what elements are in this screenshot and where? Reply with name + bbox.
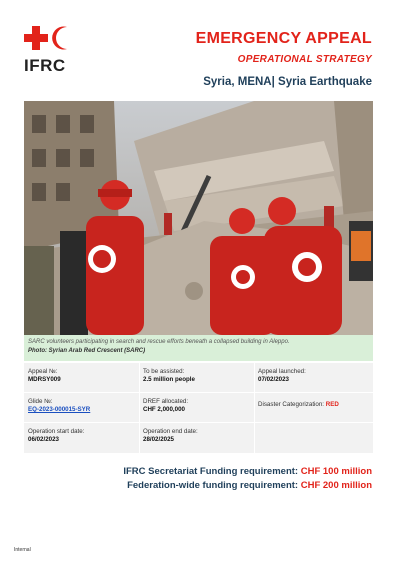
end-date-label: Operation end date: xyxy=(143,428,198,435)
glide-link[interactable]: EQ-2023-000015-SYR xyxy=(28,406,91,413)
classification-label: Internal xyxy=(14,547,31,553)
ifrc-logo xyxy=(24,26,76,74)
red-crescent-icon xyxy=(51,26,75,50)
to-assist-value: 2.5 million people xyxy=(143,376,195,383)
dref-cell xyxy=(143,398,188,414)
start-date-label: Operation start date: xyxy=(28,428,85,435)
appeal-number-cell xyxy=(28,368,61,384)
category-label: Disaster Categorization: xyxy=(258,401,325,408)
federation-funding-amount: CHF 200 million xyxy=(300,480,372,491)
secretariat-funding-amount: CHF 100 million xyxy=(300,466,372,477)
to-assist-cell xyxy=(143,368,195,384)
secretariat-funding xyxy=(123,466,372,477)
federation-funding xyxy=(127,480,372,491)
page-title: EMERGENCY APPEAL xyxy=(195,30,372,47)
glide-label: Glide №: xyxy=(28,398,53,405)
launched-value: 07/02/2023 xyxy=(258,376,289,383)
federation-funding-label: Federation-wide funding requirement: xyxy=(127,480,299,491)
appeal-number-label: Appeal №: xyxy=(28,368,58,375)
red-cross-icon xyxy=(24,26,48,50)
photo-caption: SARC volunteers participating in search and rescue efforts beneath a collapsed building in Aleppo. xyxy=(28,339,290,345)
to-assist-label: To be assisted: xyxy=(143,368,185,375)
page-subtitle: OPERATIONAL STRATEGY xyxy=(237,54,372,65)
glide-cell xyxy=(28,398,90,414)
start-date-value: 06/02/2023 xyxy=(28,436,59,443)
photo-caption-box xyxy=(24,335,373,361)
launched-label: Appeal launched: xyxy=(258,368,306,375)
logo-text: IFRC xyxy=(24,56,66,75)
appeal-info-table xyxy=(24,363,373,453)
dref-label: DREF allocated: xyxy=(143,398,189,405)
dref-value: CHF 2,000,000 xyxy=(143,406,185,413)
secretariat-funding-label: IFRC Secretariat Funding requirement: xyxy=(123,466,299,477)
photo-credit: Photo: Syrian Arab Red Crescent (SARC) xyxy=(28,348,146,354)
category-value: RED xyxy=(325,401,339,408)
category-cell xyxy=(258,401,339,409)
launched-cell xyxy=(258,368,306,384)
appeal-number-value: MDRSY009 xyxy=(28,376,61,383)
end-date-cell xyxy=(143,428,198,444)
start-date-cell xyxy=(28,428,84,444)
end-date-value: 28/02/2025 xyxy=(143,436,174,443)
cover-photo xyxy=(24,101,373,335)
location-heading: Syria, MENA| Syria Earthquake xyxy=(203,76,372,88)
